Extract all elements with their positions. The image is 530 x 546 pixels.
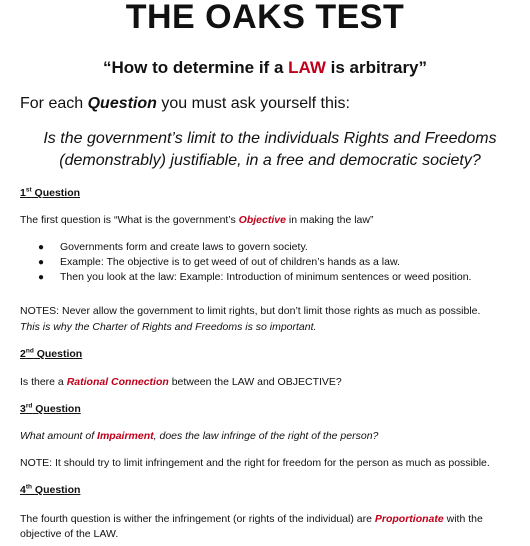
list-item: ● Example: The objective is to get weed of out of children’s hands as a law. [38,256,400,268]
document-subtitle [0,58,530,78]
question-1-bullets [38,240,471,285]
bullet-icon: ● [38,242,45,253]
intro-line [20,94,350,114]
question-3-text: What amount of Impairment, does the law infringe of the right of the person? [20,430,379,442]
question-1-text: The first question is “What is the government’s Objective in making the law” [20,214,374,226]
key-question-line-1: Is the government’s limit to the individuals Rights and Freedoms [43,130,497,147]
question-3-note: NOTE: It should try to limit infringement and the right for freedom for the person as much as possible. [20,457,490,469]
question-2-text: Is there a Rational Connection between the LAW and OBJECTIVE? [20,376,342,388]
bullet-icon: ● [38,272,45,283]
key-question-line-2: (demonstrably) justifiable, in a free and democratic society? [59,152,481,169]
list-item: ● Governments form and create laws to govern society. [38,241,308,253]
question-1-notes: NOTES: Never allow the government to limit rights, but don’t limit those rights as much as possible. [20,305,481,317]
impairment-highlight: Impairment [97,430,154,442]
intro-pre: For each [20,95,88,112]
question-3-heading: 3rd Question [20,402,81,415]
objective-highlight: Objective [238,214,286,226]
subtitle-pre: “How to determine if a [102,58,289,77]
question-4-text: The fourth question is wither the infringement (or rights of the individual) are Proportionate with the [20,513,483,525]
question-1-notes-italic: This is why the Charter of Rights and Freedoms is so important. [20,321,317,333]
question-4-text-line-2: objective of the LAW. [20,528,119,540]
key-question [20,128,520,172]
question-4-heading: 4th Question [20,483,81,496]
intro-question-word: Question [87,95,157,112]
proportionate-highlight: Proportionate [374,513,444,525]
list-item: ● Then you look at the law: Example: Introduction of minimum sentences or weed position. [38,271,472,283]
document-title: THE OAKS TEST [125,0,405,36]
subtitle-law-highlight: LAW [288,58,326,77]
intro-post: you must ask yourself this: [156,95,350,112]
question-1-heading: 1st Question [20,186,81,199]
rational-connection-highlight: Rational Connection [66,376,169,388]
subtitle-post: is arbitrary” [325,58,428,77]
bullet-icon: ● [38,257,45,268]
question-2-heading: 2nd Question [20,347,83,360]
